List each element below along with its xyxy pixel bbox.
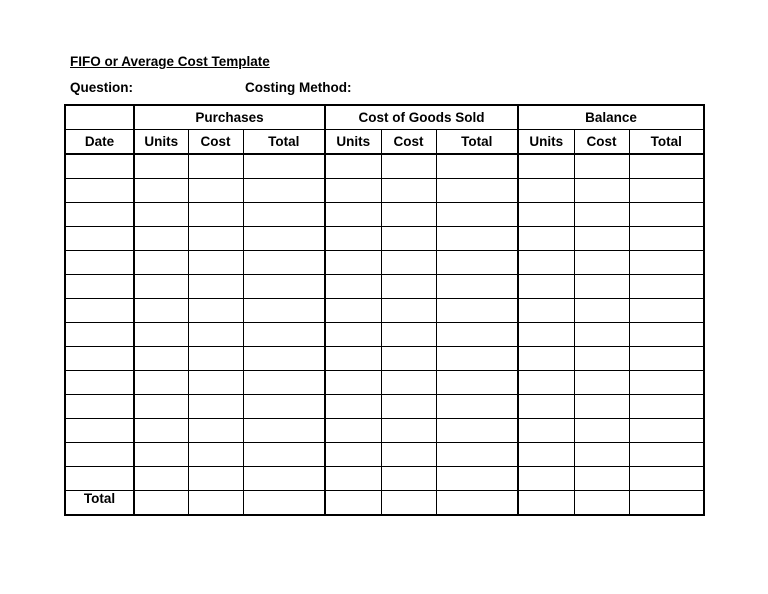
cogs-cost-cell[interactable]	[381, 443, 436, 467]
table-row	[65, 371, 704, 395]
cogs-units-cell[interactable]	[325, 154, 381, 179]
balance-total-cell[interactable]	[629, 179, 704, 203]
cogs-cost-cell[interactable]	[381, 179, 436, 203]
purchases-cost-cell[interactable]	[188, 179, 243, 203]
cogs-cost-cell[interactable]	[381, 251, 436, 275]
table-row	[65, 203, 704, 227]
balance-total-cell[interactable]	[629, 227, 704, 251]
cogs-cost-cell[interactable]	[381, 419, 436, 443]
cogs-units-cell[interactable]	[325, 419, 381, 443]
cogs-units-cell[interactable]	[325, 443, 381, 467]
date-cell[interactable]	[65, 227, 134, 251]
balance-units-cell[interactable]	[518, 443, 574, 467]
purchases-total-cell[interactable]	[243, 467, 325, 491]
template-title: FIFO or Average Cost Template	[70, 54, 270, 69]
date-cell[interactable]	[65, 347, 134, 371]
balance-cost-header: Cost	[574, 130, 629, 155]
purchases-units-cell[interactable]	[134, 371, 188, 395]
cogs-cost-header: Cost	[381, 130, 436, 155]
cogs-total-cell[interactable]	[436, 467, 518, 491]
date-cell[interactable]	[65, 371, 134, 395]
purchases-total-cell[interactable]	[243, 419, 325, 443]
table-row	[65, 299, 704, 323]
question-label: Question:	[70, 80, 133, 95]
date-cell[interactable]	[65, 179, 134, 203]
balance-group-header: Balance	[518, 105, 704, 130]
total-label: Total	[65, 491, 134, 516]
balance-total-cell[interactable]	[629, 371, 704, 395]
balance-cost-cell[interactable]	[574, 154, 629, 179]
cogs-cost-cell[interactable]	[381, 347, 436, 371]
balance-cost-cell[interactable]	[574, 347, 629, 371]
total-row	[65, 491, 704, 516]
cogs-cost-cell[interactable]	[381, 275, 436, 299]
purchases-cost-cell[interactable]	[188, 227, 243, 251]
purchases-total-cell[interactable]	[243, 179, 325, 203]
purchases-cost-header: Cost	[188, 130, 243, 155]
balance-total-cell[interactable]	[629, 347, 704, 371]
balance-total-cell[interactable]	[629, 467, 704, 491]
purchases-units-cell[interactable]	[134, 251, 188, 275]
balance-cost-cell[interactable]	[574, 203, 629, 227]
purchases-units-cell[interactable]	[134, 467, 188, 491]
cogs-cost-cell[interactable]	[381, 299, 436, 323]
table-row	[65, 467, 704, 491]
purchases-total-cell[interactable]	[243, 371, 325, 395]
balance-units-cell[interactable]	[518, 491, 574, 516]
purchases-units-cell[interactable]	[134, 419, 188, 443]
balance-cost-cell[interactable]	[574, 323, 629, 347]
cogs-total-cell[interactable]	[436, 154, 518, 179]
cogs-units-cell[interactable]	[325, 467, 381, 491]
balance-cost-cell[interactable]	[574, 443, 629, 467]
purchases-units-cell[interactable]	[134, 443, 188, 467]
cogs-total-cell[interactable]	[436, 371, 518, 395]
table-row	[65, 347, 704, 371]
balance-units-cell[interactable]	[518, 347, 574, 371]
purchases-units-cell[interactable]	[134, 299, 188, 323]
cogs-cost-cell[interactable]	[381, 371, 436, 395]
table-row	[65, 323, 704, 347]
purchases-cost-cell[interactable]	[188, 395, 243, 419]
purchases-cost-cell[interactable]	[188, 467, 243, 491]
purchases-units-cell[interactable]	[134, 203, 188, 227]
purchases-units-cell[interactable]	[134, 227, 188, 251]
balance-cost-cell[interactable]	[574, 371, 629, 395]
purchases-cost-cell[interactable]	[188, 371, 243, 395]
balance-units-cell[interactable]	[518, 275, 574, 299]
cogs-total-cell[interactable]	[436, 275, 518, 299]
date-cell[interactable]	[65, 467, 134, 491]
cogs-total-cell[interactable]	[436, 491, 518, 516]
purchases-total-cell[interactable]	[243, 275, 325, 299]
purchases-total-header: Total	[243, 130, 325, 155]
cogs-cost-cell[interactable]	[381, 467, 436, 491]
balance-cost-cell[interactable]	[574, 491, 629, 516]
purchases-units-cell[interactable]	[134, 347, 188, 371]
cogs-total-cell[interactable]	[436, 299, 518, 323]
balance-units-cell[interactable]	[518, 203, 574, 227]
purchases-cost-cell[interactable]	[188, 275, 243, 299]
date-cell[interactable]	[65, 154, 134, 179]
balance-total-cell[interactable]	[629, 154, 704, 179]
balance-cost-cell[interactable]	[574, 395, 629, 419]
purchases-total-cell[interactable]	[243, 323, 325, 347]
cogs-units-cell[interactable]	[325, 323, 381, 347]
cogs-units-cell[interactable]	[325, 491, 381, 516]
cogs-total-cell[interactable]	[436, 419, 518, 443]
cogs-cost-cell[interactable]	[381, 203, 436, 227]
balance-cost-cell[interactable]	[574, 467, 629, 491]
costing-method-label: Costing Method:	[245, 80, 352, 95]
purchases-total-cell[interactable]	[243, 347, 325, 371]
balance-cost-cell[interactable]	[574, 179, 629, 203]
cogs-total-header: Total	[436, 130, 518, 155]
balance-units-cell[interactable]	[518, 467, 574, 491]
purchases-total-cell[interactable]	[243, 227, 325, 251]
purchases-cost-cell[interactable]	[188, 347, 243, 371]
table-row	[65, 154, 704, 179]
balance-cost-cell[interactable]	[574, 251, 629, 275]
purchases-group-header: Purchases	[134, 105, 325, 130]
table-row	[65, 443, 704, 467]
purchases-total-cell[interactable]	[243, 154, 325, 179]
balance-total-header: Total	[629, 130, 704, 155]
balance-total-cell[interactable]	[629, 419, 704, 443]
balance-units-cell[interactable]	[518, 395, 574, 419]
balance-total-cell[interactable]	[629, 203, 704, 227]
purchases-cost-cell[interactable]	[188, 443, 243, 467]
purchases-cost-cell[interactable]	[188, 491, 243, 516]
purchases-total-cell[interactable]	[243, 443, 325, 467]
cogs-total-cell[interactable]	[436, 443, 518, 467]
cogs-units-cell[interactable]	[325, 395, 381, 419]
cogs-total-cell[interactable]	[436, 323, 518, 347]
date-cell[interactable]	[65, 395, 134, 419]
balance-cost-cell[interactable]	[574, 275, 629, 299]
cogs-units-cell[interactable]	[325, 227, 381, 251]
balance-cost-cell[interactable]	[574, 419, 629, 443]
balance-units-cell[interactable]	[518, 323, 574, 347]
balance-units-cell[interactable]	[518, 227, 574, 251]
purchases-cost-cell[interactable]	[188, 419, 243, 443]
table-row	[65, 179, 704, 203]
balance-total-cell[interactable]	[629, 251, 704, 275]
date-cell[interactable]	[65, 299, 134, 323]
cogs-cost-cell[interactable]	[381, 154, 436, 179]
cogs-units-cell[interactable]	[325, 299, 381, 323]
purchases-cost-cell[interactable]	[188, 299, 243, 323]
balance-cost-cell[interactable]	[574, 227, 629, 251]
cogs-total-cell[interactable]	[436, 227, 518, 251]
purchases-total-cell[interactable]	[243, 395, 325, 419]
purchases-total-cell[interactable]	[243, 251, 325, 275]
balance-units-header: Units	[518, 130, 574, 155]
cogs-units-cell[interactable]	[325, 347, 381, 371]
purchases-units-cell[interactable]	[134, 323, 188, 347]
date-cell[interactable]	[65, 323, 134, 347]
purchases-units-cell[interactable]	[134, 491, 188, 516]
balance-units-cell[interactable]	[518, 251, 574, 275]
cogs-total-cell[interactable]	[436, 347, 518, 371]
cogs-units-cell[interactable]	[325, 371, 381, 395]
balance-total-cell[interactable]	[629, 491, 704, 516]
purchases-total-cell[interactable]	[243, 491, 325, 516]
table-row	[65, 395, 704, 419]
empty-corner-cell	[65, 105, 134, 130]
cogs-cost-cell[interactable]	[381, 323, 436, 347]
table-row	[65, 227, 704, 251]
cogs-total-cell[interactable]	[436, 203, 518, 227]
cogs-total-cell[interactable]	[436, 395, 518, 419]
date-cell[interactable]	[65, 251, 134, 275]
balance-total-cell[interactable]	[629, 395, 704, 419]
purchases-cost-cell[interactable]	[188, 203, 243, 227]
balance-units-cell[interactable]	[518, 299, 574, 323]
purchases-units-cell[interactable]	[134, 395, 188, 419]
balance-total-cell[interactable]	[629, 443, 704, 467]
inventory-costing-table	[64, 104, 705, 516]
balance-units-cell[interactable]	[518, 371, 574, 395]
date-cell[interactable]	[65, 443, 134, 467]
table-row	[65, 275, 704, 299]
balance-units-cell[interactable]	[518, 179, 574, 203]
cogs-units-cell[interactable]	[325, 179, 381, 203]
cogs-total-cell[interactable]	[436, 179, 518, 203]
date-cell[interactable]	[65, 275, 134, 299]
cogs-units-cell[interactable]	[325, 275, 381, 299]
cogs-cost-cell[interactable]	[381, 491, 436, 516]
group-header-row	[65, 105, 704, 130]
column-header-row	[65, 130, 704, 155]
date-cell[interactable]	[65, 203, 134, 227]
cogs-group-header: Cost of Goods Sold	[325, 105, 518, 130]
cogs-units-header: Units	[325, 130, 381, 155]
table-row	[65, 419, 704, 443]
cogs-cost-cell[interactable]	[381, 395, 436, 419]
balance-total-cell[interactable]	[629, 275, 704, 299]
purchases-total-cell[interactable]	[243, 203, 325, 227]
cogs-cost-cell[interactable]	[381, 227, 436, 251]
purchases-units-cell[interactable]	[134, 154, 188, 179]
purchases-units-cell[interactable]	[134, 275, 188, 299]
cogs-units-cell[interactable]	[325, 251, 381, 275]
balance-total-cell[interactable]	[629, 299, 704, 323]
balance-units-cell[interactable]	[518, 154, 574, 179]
purchases-units-header: Units	[134, 130, 188, 155]
purchases-cost-cell[interactable]	[188, 154, 243, 179]
purchases-total-cell[interactable]	[243, 299, 325, 323]
table-row	[65, 251, 704, 275]
date-column-header: Date	[65, 130, 134, 155]
purchases-cost-cell[interactable]	[188, 323, 243, 347]
balance-total-cell[interactable]	[629, 323, 704, 347]
cogs-total-cell[interactable]	[436, 251, 518, 275]
cogs-units-cell[interactable]	[325, 203, 381, 227]
balance-units-cell[interactable]	[518, 419, 574, 443]
date-cell[interactable]	[65, 419, 134, 443]
purchases-cost-cell[interactable]	[188, 251, 243, 275]
purchases-units-cell[interactable]	[134, 179, 188, 203]
balance-cost-cell[interactable]	[574, 299, 629, 323]
